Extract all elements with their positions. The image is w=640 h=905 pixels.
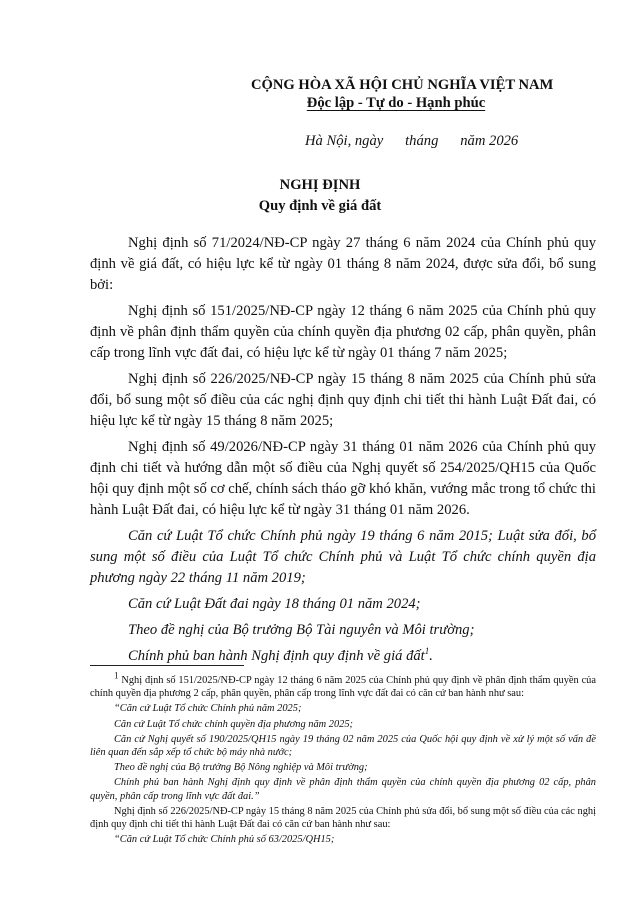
body-paragraph-4: Nghị định số 49/2026/NĐ-CP ngày 31 tháng 01 năm 2026 của Chính phủ quy định chi tiết và hướng dẫn một số điều của Nghị quyết số 254/2025/QH15 của Quốc hội quy định một số cơ chế, chính sách tháo gỡ khó khăn, vướng mắc trong tổ chức thi hành Luật Đất đai, có hiệu lực kể từ ngày 31 tháng 01 năm 2026. xyxy=(90,439,596,518)
document-subtitle: Quy định về giá đất xyxy=(258,198,382,214)
legal-basis-1: Căn cứ Luật Tổ chức Chính phủ ngày 19 tháng 6 năm 2015; Luật sửa đổi, bổ sung một số điều của Luật Tổ chức Chính phủ và Luật Tổ chức chính quyền địa phương ngày 22 tháng 11 năm 2019; xyxy=(90,528,596,586)
footnote-line-8: “Căn cứ Luật Tổ chức Chính phủ số 63/2025/QH15; xyxy=(114,834,335,846)
body-paragraph-3: Nghị định số 226/2025/NĐ-CP ngày 15 tháng 8 năm 2025 của Chính phủ sửa đổi, bổ sung một số điều của các nghị định quy định chi tiết thi hành Luật Đất đai, có hiệu lực kể từ ngày 15 tháng 8 năm 2025; xyxy=(90,371,596,429)
proposal-statement: Theo đề nghị của Bộ trưởng Bộ Tài nguyên và Môi trường; xyxy=(128,622,475,638)
footnote-1 xyxy=(90,670,596,700)
footnote-1-text: Nghị định số 151/2025/NĐ-CP ngày 12 tháng 6 năm 2025 của Chính phủ quy định về phân định thẩm quyền của chính quyền địa phương 2 cấp, phân quyền, phân cấp trong lĩnh vực đất đai có căn cứ ban hành như sau: xyxy=(90,675,596,700)
footnote-line-6: Chính phủ ban hành Nghị định quy định về phân định thẩm quyền của chính quyền địa phương 02 cấp, phân quyền, phân cấp trong lĩnh vực đất đai.” xyxy=(90,777,596,802)
body-paragraph-1: Nghị định số 71/2024/NĐ-CP ngày 27 tháng 6 năm 2024 của Chính phủ quy định về giá đất, có hiệu lực kể từ ngày 01 tháng 8 năm 2024, được sửa đổi, bổ sung bởi: xyxy=(90,235,596,293)
national-motto xyxy=(251,95,541,112)
footnote-divider xyxy=(90,665,244,666)
motto-text: Độc lập - Tự do - Hạnh phúc xyxy=(306,95,486,111)
place-and-date: Hà Nội, ngày tháng năm 2026 xyxy=(305,133,519,149)
national-name: CỘNG HÒA XÃ HỘI CHỦ NGHĨA VIỆT NAM xyxy=(251,77,554,93)
footnotes xyxy=(90,670,596,848)
footnote-line-4: Căn cứ Nghị quyết số 190/2025/QH15 ngày 19 tháng 02 năm 2025 của Quốc hội quy định về xử lý một số vấn đề liên quan đến sắp xếp tổ chức bộ máy nhà nước; xyxy=(90,733,596,759)
legal-basis-2: Căn cứ Luật Đất đai ngày 18 tháng 01 năm 2024; xyxy=(128,596,421,612)
promulgation-text: Chính phủ ban hành Nghị định quy định về giá đất xyxy=(128,648,425,664)
promulgation-statement xyxy=(90,646,596,667)
footnote-number: 1 xyxy=(114,670,119,681)
promulgation-end: . xyxy=(429,648,433,664)
footnote-line-7: Nghị định số 226/2025/NĐ-CP ngày 15 tháng 8 năm 2025 của Chính phủ sửa đổi, bổ sung một số điều của các nghị định quy định chi tiết thi hành Luật Đất đai có căn cứ ban hành như sau: xyxy=(90,805,596,831)
footnote-line-3: Căn cứ Luật Tổ chức chính quyền địa phương năm 2025; xyxy=(114,718,353,730)
footnote-line-2: “Căn cứ Luật Tổ chức Chính phủ năm 2025; xyxy=(114,703,302,715)
footnote-line-5: Theo đề nghị của Bộ trưởng Bộ Nông nghiệp và Môi trường; xyxy=(114,762,368,774)
document-body xyxy=(90,233,596,672)
body-paragraph-2: Nghị định số 151/2025/NĐ-CP ngày 12 tháng 6 năm 2025 của Chính phủ quy định về phân định thẩm quyền của chính quyền địa phương 02 cấp, phân quyền, phân cấp trong lĩnh vực đất đai, có hiệu lực kể từ ngày 01 tháng 7 năm 2025; xyxy=(90,303,596,361)
document-title: NGHỊ ĐỊNH xyxy=(279,177,361,193)
footnote-reference[interactable]: 1 xyxy=(424,646,430,657)
